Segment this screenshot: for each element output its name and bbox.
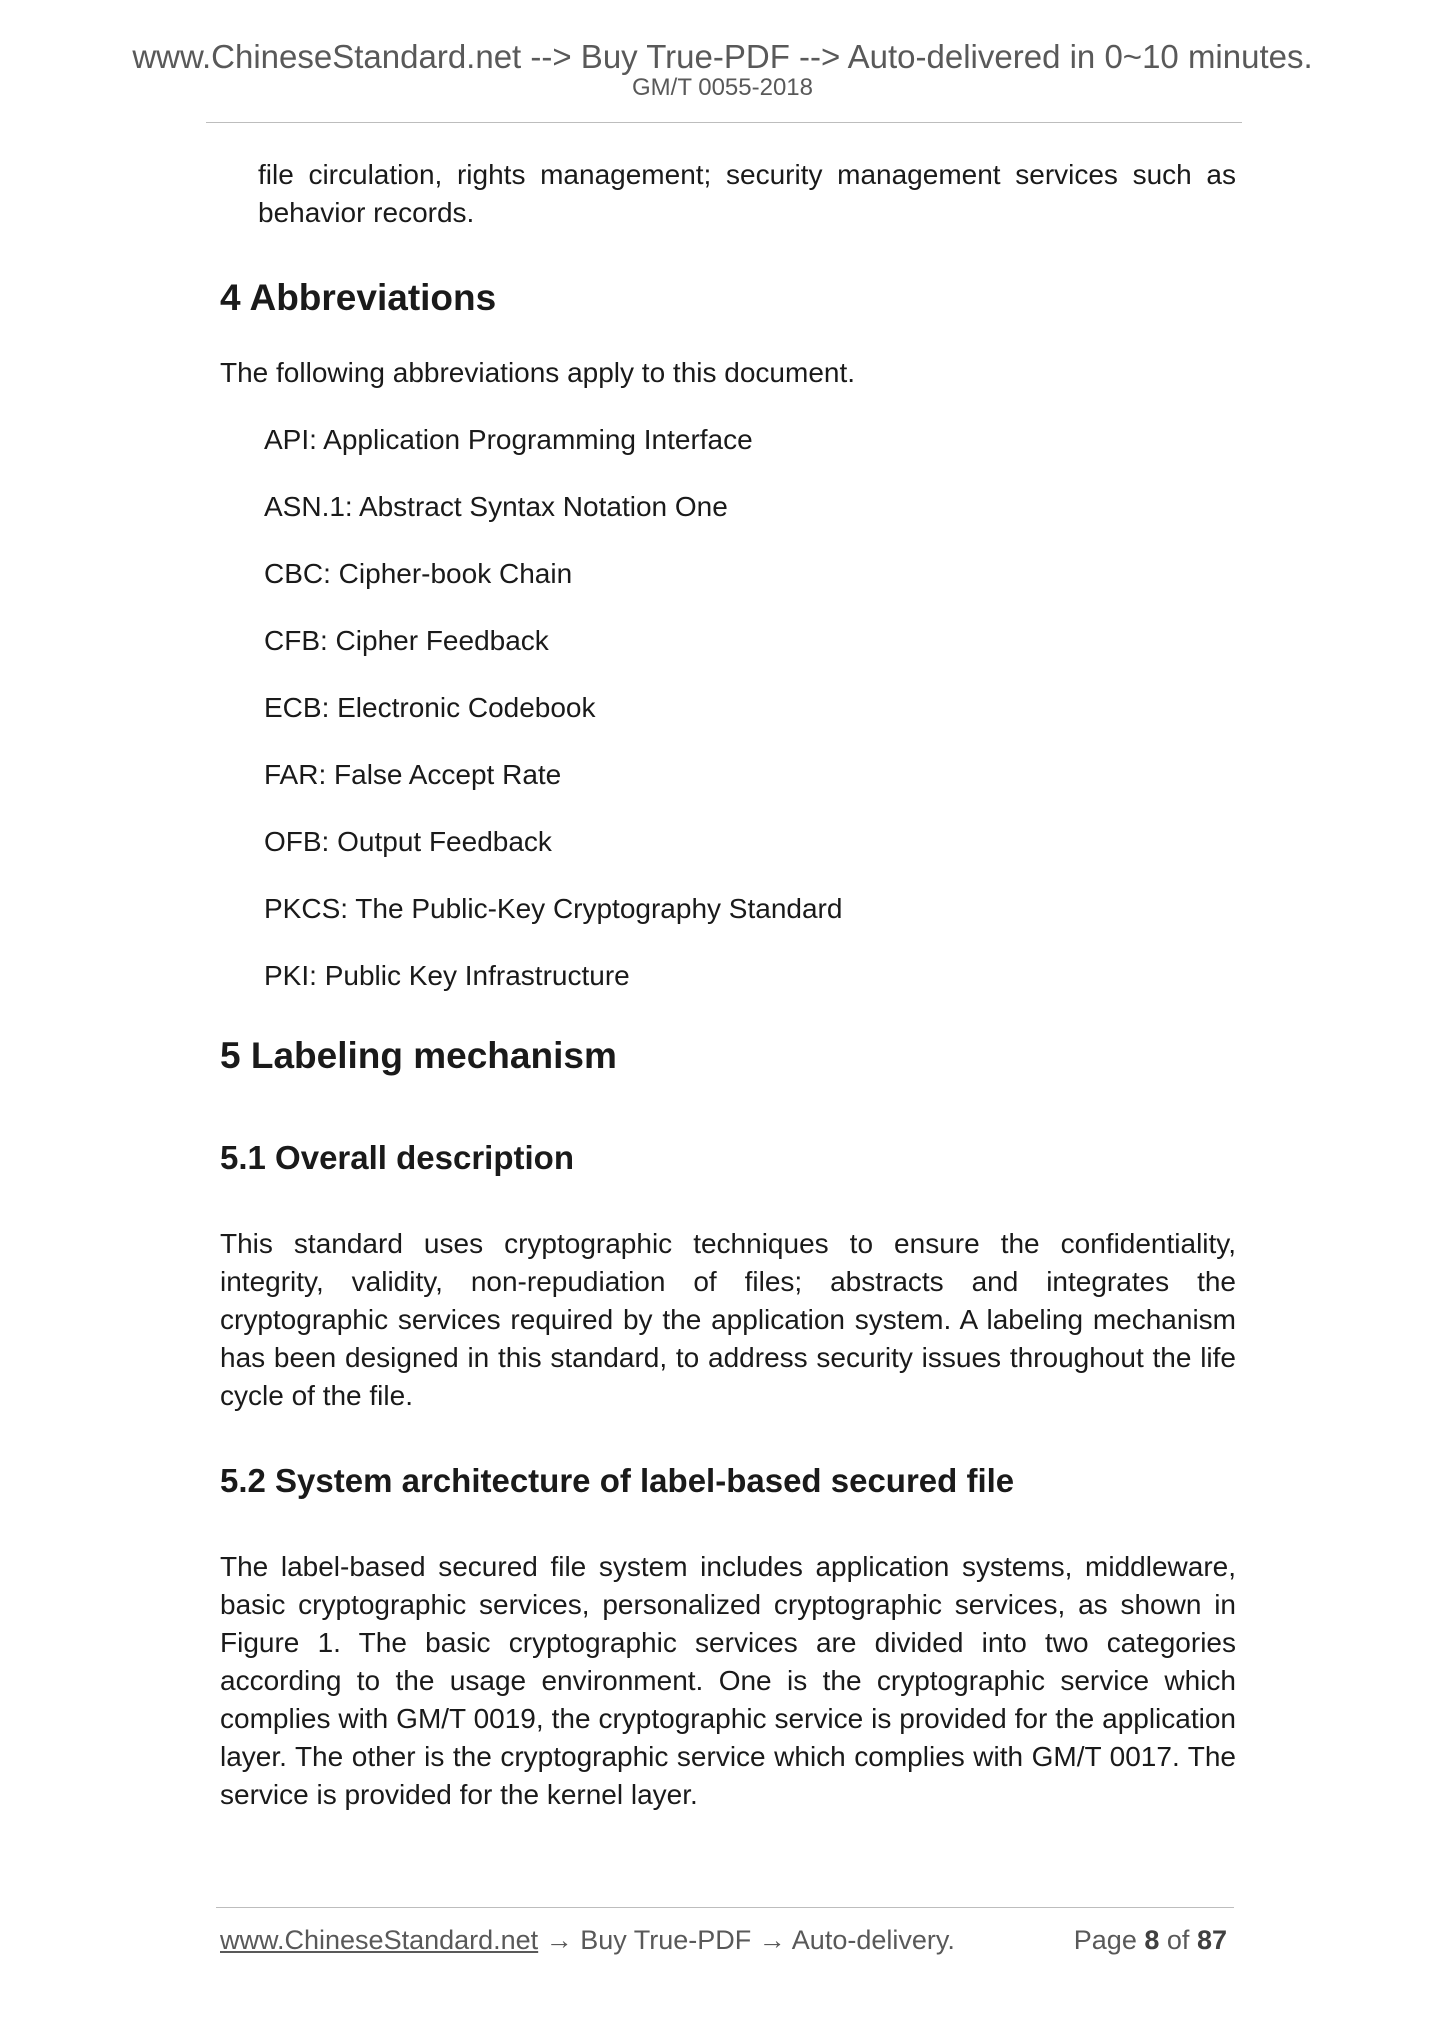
abbreviation-item: ASN.1: Abstract Syntax Notation One (264, 491, 728, 522)
header-banner: www.ChineseStandard.net --> Buy True-PDF --> Auto-delivered in 0~10 minutes. (132, 38, 1313, 75)
footer-divider (216, 1907, 1234, 1908)
abbreviation-item: PKCS: The Public-Key Cryptography Standard (264, 893, 843, 924)
of-label: of (1166, 1925, 1190, 1955)
section-4-heading: 4 Abbreviations (220, 277, 497, 318)
abbreviation-item: FAR: False Accept Rate (264, 759, 562, 790)
abbreviation-item: API: Application Programming Interface (264, 424, 753, 455)
abbreviation-item: ECB: Electronic Codebook (264, 692, 596, 723)
page-label: Page (1073, 1925, 1137, 1955)
total-pages: 87 (1196, 1925, 1227, 1955)
footer-site-link[interactable]: www.ChineseStandard.net (220, 1925, 539, 1955)
document-body (220, 156, 1236, 1814)
header-divider (206, 122, 1242, 123)
section-5-2-paragraph: The label-based secured file system includes application systems, middleware, basic cryptographic services, personalized cryptographic services, as shown in Figure 1. The basic cryptographic services are divided into two categories according to the usage environment. One is the cryptographic service which complies with GM/T 0019, the cryptographic service is provided for the application layer. The other is the cryptographic service which complies with GM/T 0017. The service is provided for the kernel layer. (220, 1551, 1236, 1810)
standard-code: GM/T 0055-2018 (632, 74, 813, 101)
arrow-right-icon: → (545, 1925, 573, 1955)
abbreviation-item: CFB: Cipher Feedback (264, 625, 549, 656)
section-5-1-heading: 5.1 Overall description (220, 1139, 574, 1176)
footer-buy-text: Buy True-PDF (580, 1925, 752, 1955)
footer-promo (220, 1925, 955, 1956)
arrow-right-icon: → (758, 1925, 786, 1955)
footer-delivery-text: Auto-delivery. (791, 1925, 955, 1955)
continuation-paragraph: file circulation, rights management; security management services such as behavior records. (258, 159, 1236, 228)
abbreviation-list (220, 421, 1236, 995)
section-5-2-heading: 5.2 System architecture of label-based secured file (220, 1462, 1015, 1499)
abbreviation-item: PKI: Public Key Infrastructure (264, 960, 630, 991)
page-number: 8 (1144, 1925, 1160, 1955)
section-5-1-paragraph: This standard uses cryptographic techniques to ensure the confidentiality, integrity, validity, non-repudiation of files; abstracts and integrates the cryptographic services required by the application system. A labeling mechanism has been designed in this standard, to address security issues throughout the life cycle of the file. (220, 1228, 1236, 1411)
section-5-heading: 5 Labeling mechanism (220, 1035, 617, 1076)
page-indicator (1074, 1925, 1227, 1956)
abbreviations-intro: The following abbreviations apply to this document. (220, 357, 856, 388)
abbreviation-item: CBC: Cipher-book Chain (264, 558, 573, 589)
abbreviation-item: OFB: Output Feedback (264, 826, 552, 857)
